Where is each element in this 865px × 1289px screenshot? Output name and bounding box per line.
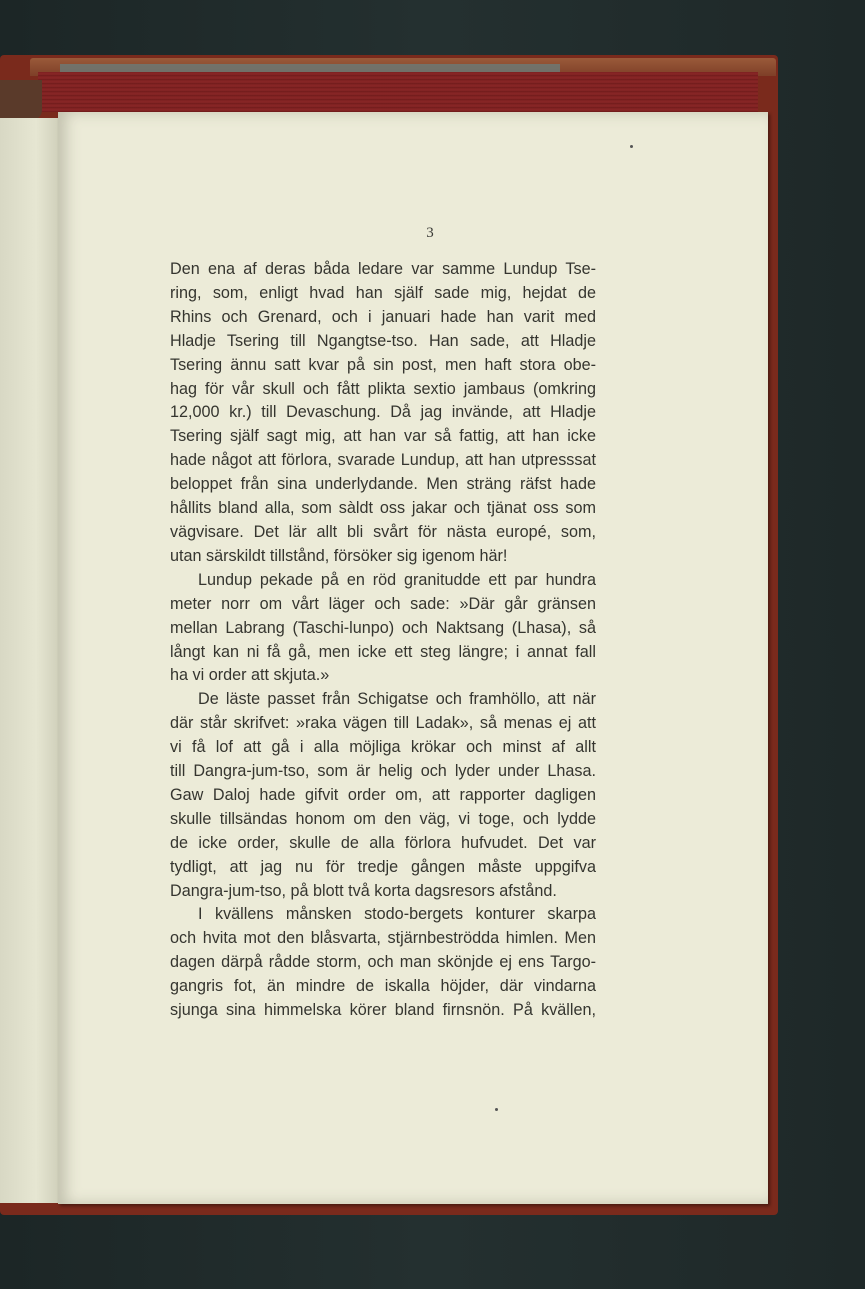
body-text <box>170 258 596 1023</box>
text-line: hållits bland alla, som sàldt oss jakar och tjänat oss som <box>170 499 596 518</box>
text-line: De läste passet från Schigatse och framhöllo, att när <box>198 690 596 709</box>
text-line: sjunga sina himmelska körer bland firnsnön. På kvällen, <box>170 1001 596 1020</box>
text-line: Tsering ännu satt kvar på sin post, men haft stora obe- <box>170 355 596 374</box>
book-page <box>58 112 768 1204</box>
text-line: vi få lof att gå i alla möjliga krökar och minst af allt <box>170 738 596 757</box>
text-line: Den ena af deras båda ledare var samme Lundup Tse- <box>170 260 596 278</box>
spine-corner <box>0 80 42 120</box>
page-number: 3 <box>426 225 434 241</box>
text-line: Rhins och Grenard, och i januari hade han varit med <box>170 307 596 326</box>
text-line: och hvita mot den blåsvarta, stjärnbeströdda himlen. Men <box>170 929 596 948</box>
text-line: meter norr om vårt läger och sade: »Där går gränsen <box>170 594 596 613</box>
text-line: mellan Labrang (Taschi-lunpo) och Naktsang (Lhasa), så <box>170 618 596 637</box>
text-line: där står skrifvet: »raka vägen till Ladak», så menas ej att <box>170 714 596 733</box>
text-line: till Dangra-jum-tso, som är helig och lyder under Lhasa. <box>170 762 596 781</box>
page-block-edges <box>38 72 758 112</box>
text-line: Gaw Daloj hade gifvit order om, att rapporter dagligen <box>170 785 596 804</box>
text-line: Dangra-jum-tso, på blott två korta dagsresors afstånd. <box>170 881 557 900</box>
paper-speck <box>495 1108 498 1111</box>
text-line: beloppet från sina underlydande. Men sträng räfst hade <box>170 475 596 494</box>
text-line: 12,000 kr.) till Devaschung. Då jag invände, att Hladje <box>170 403 596 422</box>
text-line: dagen därpå rådde storm, och man skönjde ej ens Targo- <box>170 953 596 972</box>
text-line: utan särskildt tillstånd, försöker sig igenom här! <box>170 546 508 565</box>
paper-speck <box>630 145 633 148</box>
text-line: Lundup pekade på en röd granitudde ett par hundra <box>198 570 596 589</box>
text-line: gangris fot, än mindre de iskalla höjder, där vindarna <box>170 977 596 996</box>
text-line: de icke order, skulle de alla förlora hufvudet. Det var <box>170 833 596 852</box>
left-page-edge <box>0 118 62 1203</box>
text-line: hag för vår skull och fått plikta sextio jambaus (omkring <box>170 379 596 398</box>
text-line: ring, som, enligt hvad han själf sade mig, hejdat de <box>170 283 596 302</box>
text-line: tydligt, att jag nu för tredje gången måste uppgifva <box>170 857 596 876</box>
text-line: långt kan ni få gå, men icke ett steg längre; i annat fall <box>170 642 596 661</box>
text-line: skulle tillsändas honom om den väg, vi toge, och lydde <box>170 809 596 828</box>
text-line: I kvällens månsken stodo-bergets konturer skarpa <box>198 905 596 924</box>
text-line: ha vi order att skjuta.» <box>170 666 330 685</box>
text-line: Hladje Tsering till Ngangtse-tso. Han sade, att Hladje <box>170 331 596 350</box>
text-line: vägvisare. Det lär allt bli svårt för nästa europé, som, <box>170 522 596 541</box>
text-line: Tsering själf sagt mig, att han var så fattig, att han icke <box>170 427 596 446</box>
text-line: hade något att förlora, svarade Lundup, att han utpresssat <box>170 451 596 470</box>
